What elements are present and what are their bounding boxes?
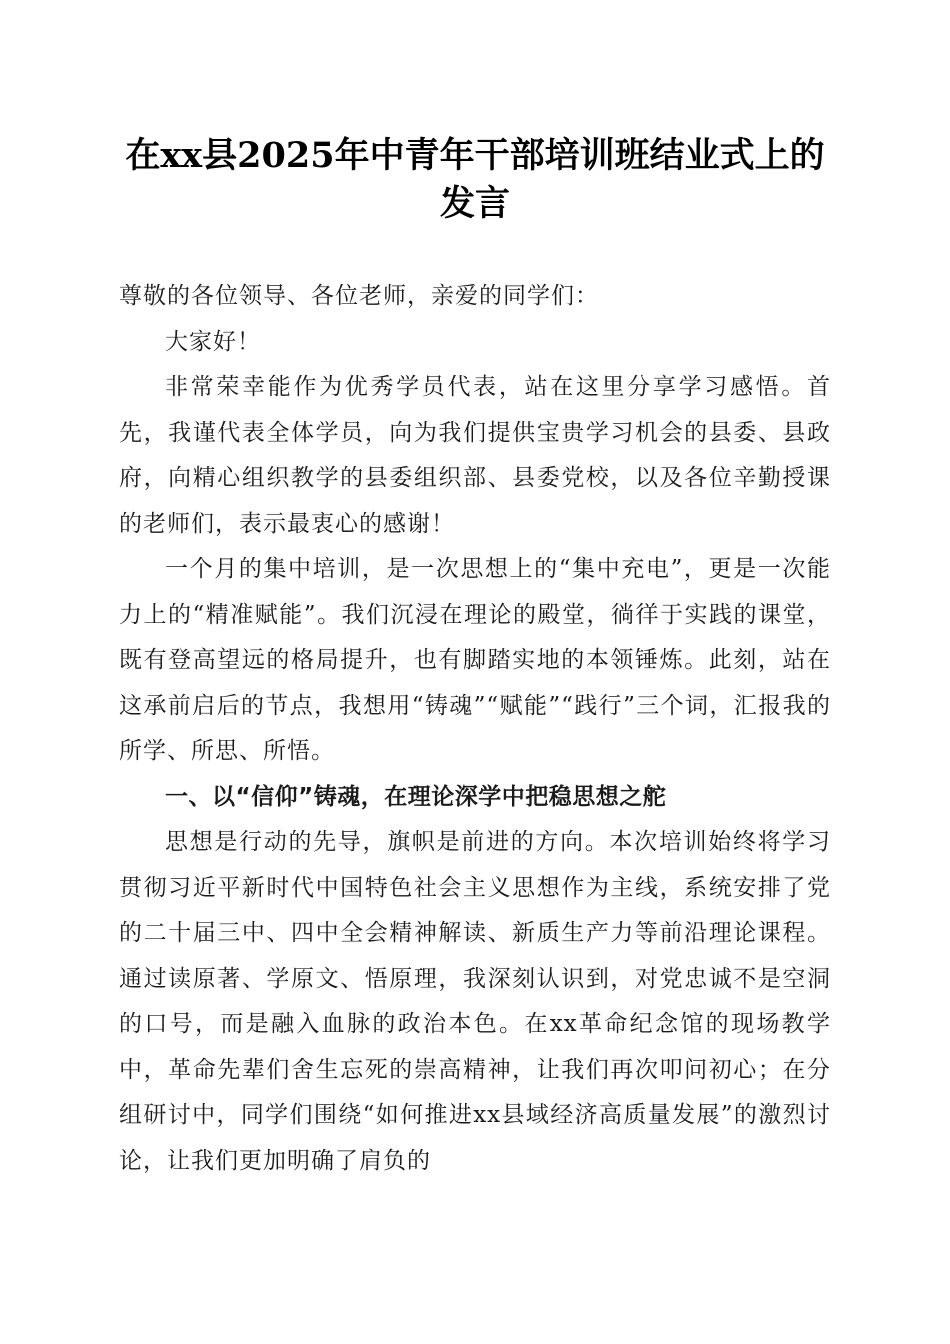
document-body <box>119 274 831 1184</box>
section-heading: 一、以“信仰”铸魂，在理论深学中把稳思想之舵 <box>165 783 667 810</box>
section-paragraph: 思想是行动的先导，旗帜是前进的方向。本次培训始终将学习贯彻习近平新时代中国特色社会主义思想作为主线，系统安排了党的二十届三中、四中全会精神解读、新质生产力等前沿理论课程。通过读原著、学原文、悟原理，我深刻认识到，对党忠诚不是空洞的口号，而是融入血脉的政治本色。在xx革命纪念馆的现场教学中，革命先辈们舍生忘死的崇高精神，让我们再次叩问初心；在分组研讨中，同学们围绕“如何推进xx县域经济高质量发展”的激烈讨论，让我们更加明确了肩负的 <box>119 829 831 1174</box>
document-title <box>100 132 850 228</box>
salutation: 尊敬的各位领导、各位老师，亲爱的同学们： <box>119 283 599 309</box>
title-line-2: 发言 <box>439 183 510 224</box>
paragraph: 非常荣幸能作为优秀学员代表，站在这里分享学习感悟。首先，我谨代表全体学员，向为我们提供宝贵学习机会的县委、县政府，向精心组织教学的县委组织部、县委党校，以及各位辛勤授课的老师们，表示最衷心的感谢！ <box>119 374 831 537</box>
greeting: 大家好！ <box>165 328 261 355</box>
title-line-1: 在xx县2025年中青年干部培训班结业式上的 <box>125 135 825 176</box>
paragraph: 一个月的集中培训，是一次思想上的“集中充电”，更是一次能力上的“精准赋能”。我们沉浸在理论的殿堂，徜徉于实践的课堂，既有登高望远的格局提升，也有脚踏实地的本领锤炼。此刻，站在这承前启后的节点，我想用“铸魂”“赋能”“践行”三个词，汇报我的所学、所思、所悟。 <box>119 556 831 764</box>
